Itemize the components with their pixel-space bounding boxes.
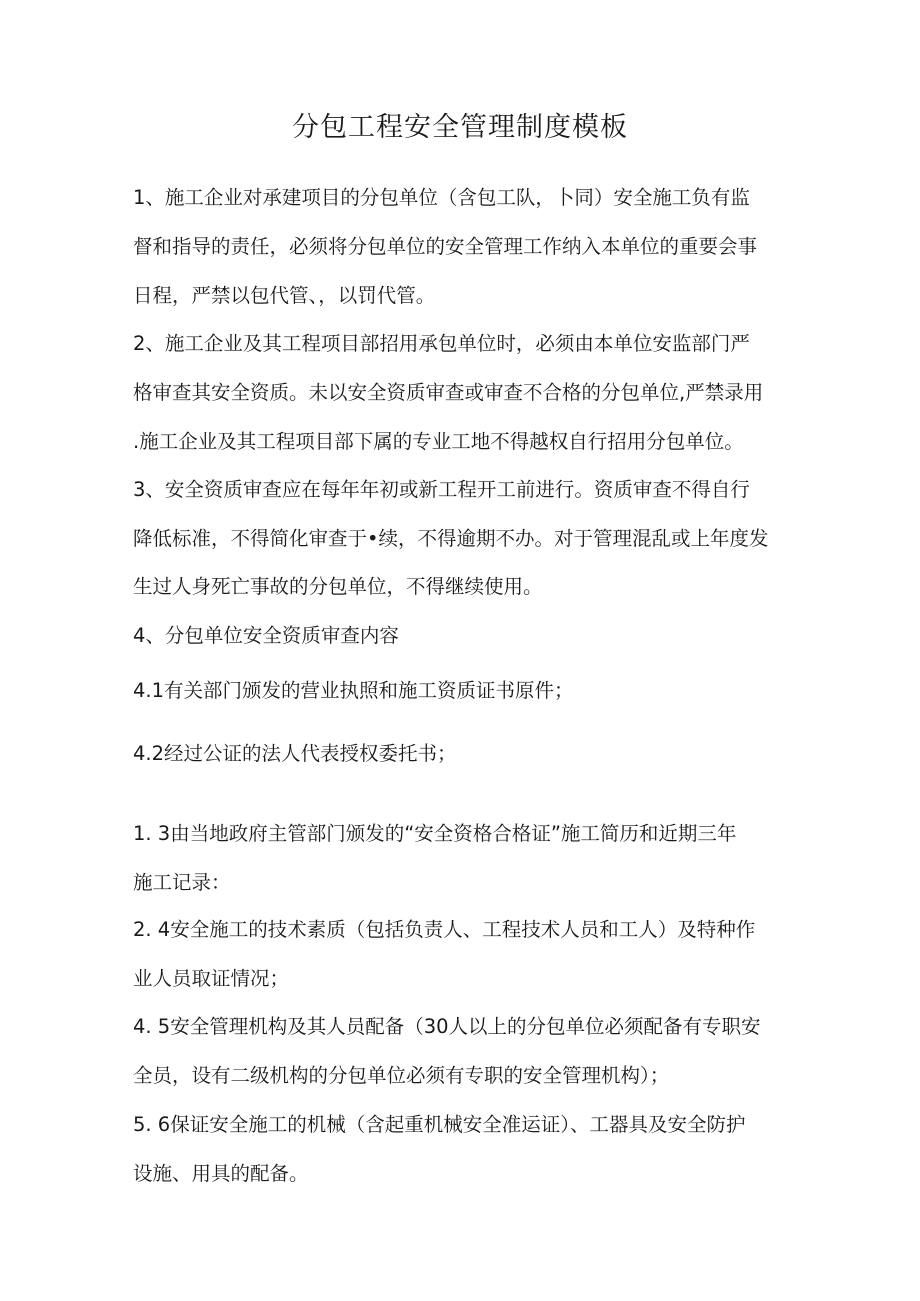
list-item: 4.2经过公证的法人代表授权委托书； bbox=[133, 742, 457, 765]
paragraph-line: 1、施工企业对承建项目的分包单位（含包工队，卜同）安全施工负有监 bbox=[133, 186, 750, 209]
list-item: 4. 5安全管理机构及其人员配备（30人以上的分包单位必须配备有专职安 bbox=[133, 1015, 761, 1038]
section-heading: 4、分包单位安全资质审查内容 bbox=[133, 624, 399, 647]
paragraph-line: 生过人身死亡事故的分包单位，不得继续使用。 bbox=[133, 575, 543, 598]
list-item: 4.1有关部门颁发的营业执照和施工资质证书原件； bbox=[133, 679, 574, 702]
list-item: 1. 3由当地政府主管部门颁发的“安全资格合格证”施工简历和近期三年 bbox=[133, 822, 737, 845]
paragraph-line: 施工记录： bbox=[133, 871, 231, 894]
list-item: 5. 6保证安全施工的机械（含起重机械安全准运证）、工器具及安全防护 bbox=[133, 1113, 746, 1136]
paragraph-line: 设施、用具的配备。 bbox=[133, 1162, 309, 1185]
paragraph-line: 格审查其安全资质。未以安全资质审查或审查不合格的分包单位,严禁录用 bbox=[133, 381, 764, 404]
paragraph-line: 3、安全资质审查应在每年年初或新工程开工前进行。资质审查不得自行 bbox=[133, 478, 750, 501]
paragraph-line: 全员，设有二级机构的分包单位必须有专职的安全管理机构）； bbox=[133, 1064, 670, 1087]
paragraph-line: 2、施工企业及其工程项目部招用承包单位时，必须由本单位安监部门严 bbox=[133, 332, 750, 355]
paragraph-line: 日程，严禁以包代管、，以罚代管。 bbox=[133, 284, 436, 307]
paragraph-line: .施工企业及其工程项目部下属的专业工地不得越权自行招用分包单位。 bbox=[133, 430, 744, 453]
paragraph-line: 督和指导的责任，必须将分包单位的安全管理工作纳入本单位的重要会事 bbox=[133, 235, 758, 258]
list-item: 2. 4安全施工的技术素质（包括负责人、工程技术人员和工人）及特种作 bbox=[133, 918, 756, 941]
document-title: 分包工程安全管理制度模板 bbox=[292, 112, 628, 143]
paragraph-line: 降低标准，不得简化审查于•续，不得逾期不办。对于管理混乱或上年度发 bbox=[133, 527, 769, 550]
paragraph-line: 业人员取证情况； bbox=[133, 967, 290, 990]
